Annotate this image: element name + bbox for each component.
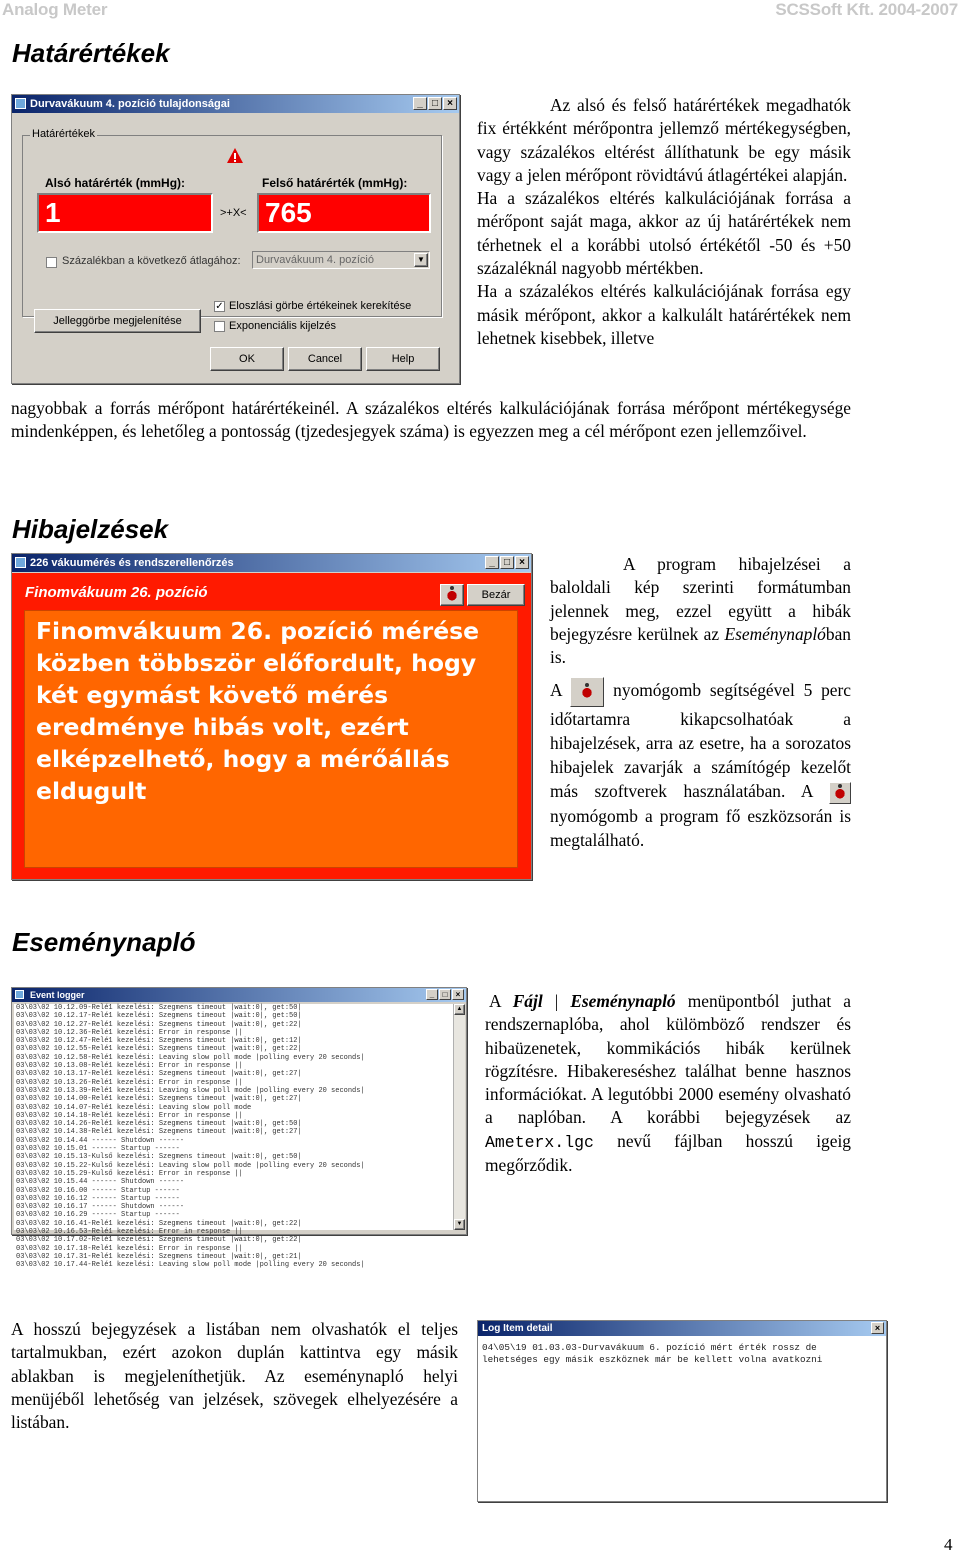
log-row[interactable]: 03\03\02 10.16.29 ------ Startup ------: [16, 1211, 180, 1220]
close-button[interactable]: ×: [871, 1322, 884, 1334]
menu-separator: |: [542, 991, 571, 1011]
section-title-limits: Határértékek: [12, 38, 170, 68]
warning-icon: [226, 147, 244, 164]
round-checkbox[interactable]: ✓: [215, 301, 224, 312]
log-row[interactable]: 03\03\02 10.14.38-Relé1 kezelési: Szegmens timeout |wait:0|, get:27|: [16, 1128, 302, 1137]
exp-checkbox[interactable]: [214, 321, 225, 332]
log-row[interactable]: 03\03\02 10.16.41-Relé1 kezelési: Szegmens timeout |wait:0|, get:22|: [16, 1219, 302, 1228]
percent-source-select[interactable]: [252, 251, 430, 269]
log-row[interactable]: 03\03\02 10.12.09-Relé1 kezelési: Szegmens timeout |wait:0|, get:50|: [16, 1004, 302, 1012]
section-title-event-log: Eseménynapló: [12, 927, 196, 957]
log-row[interactable]: 03\03\02 10.14.07-Relé1 kezelési: Leaving slow poll mode: [16, 1103, 252, 1112]
limits-text-block: [477, 94, 851, 350]
limits-paragraph-2: Ha a százalékos eltérés kalkulációjának forrása a mérőpont saját maga, akkor az új határértékek nem térhetnek el a korábbi utolsó értékétől -50 és +50 százaléknál nagyobb mértékben.: [477, 188, 851, 279]
alarms-paragraph-2-a: A: [550, 680, 562, 701]
alarm-message-text: Finomvákuum 26. pozíció mérése közben többször előfordult, hogy két egymást követő mérés eredménye hibás volt, ezért elképzelhető, hogy a mérőállás eldugult: [36, 617, 480, 805]
log-detail-line-2: lehetséges egy másik eszköznek már be kellett volna avatkozni: [482, 1354, 823, 1365]
alarms-paragraph-1-start: A program hibajelzései a baloldali kép szerinti formátumban jelennek meg, ezzel együtt a hibák bejegyzésre kerülnek az: [550, 554, 851, 644]
log-file-name: Ameterx.lgc: [485, 1132, 594, 1152]
percent-source-value: Durvavákuum 4. pozíció: [256, 254, 374, 266]
maximize-button[interactable]: □: [428, 97, 442, 110]
close-button[interactable]: ×: [452, 989, 464, 1000]
log-row[interactable]: 03\03\02 10.12.55-Relé1 kezelési: Szegmens timeout |wait:0|, get:22|: [16, 1045, 302, 1054]
help-button[interactable]: Help: [366, 347, 440, 371]
event-log-scrollbar[interactable]: [453, 1004, 465, 1230]
log-detail-window: [477, 1320, 887, 1502]
close-button[interactable]: ×: [443, 97, 457, 110]
window-app-icon: [15, 98, 26, 109]
show-curve-button[interactable]: Jelleggörbe megjelenítése: [34, 309, 201, 333]
log-row[interactable]: 03\03\02 10.12.27-Relé1 kezelési: Szegmens timeout |wait:0|, get:22|: [16, 1020, 302, 1029]
event-log-paragraph: [485, 990, 851, 1177]
log-row[interactable]: 03\03\02 10.12.58-Relé1 kezelési: Leaving slow poll mode |polling every 20 seconds|: [16, 1053, 365, 1062]
event-log-paragraph-text: [485, 990, 851, 1177]
alarms-paragraph-2-c: használatában. A: [683, 781, 813, 802]
limits-paragraph-1: Az alsó és felső határértékek megadhatók fix értékként mérőpontra jellemző mértékegységben, vagy százalékos eltérést állíthatunk be egy másik vagy a jelen mérőpont rövidtávú átlagértékei alapján.: [477, 95, 851, 185]
log-row[interactable]: 03\03\02 10.13.17-Relé1 kezelési: Szegmens timeout |wait:0|, get:27|: [16, 1070, 302, 1079]
alarm-position-title: Finomvákuum 26. pozíció: [25, 584, 208, 601]
header-left-title: Analog Meter: [2, 0, 108, 19]
event-log-para-c: nevű fájlban hosszú igeig megőrződik.: [485, 1130, 851, 1176]
lower-limit-input[interactable]: 1: [37, 193, 213, 233]
event-log-list[interactable]: [14, 1004, 453, 1270]
upper-limit-label: Felső határérték (mmHg):: [262, 176, 408, 190]
log-row[interactable]: 03\03\02 10.15.01 ------ Startup ------: [16, 1145, 180, 1154]
scroll-up-arrow[interactable]: ▲: [454, 1004, 465, 1015]
bug-icon: [580, 685, 594, 699]
window-app-icon: [15, 557, 26, 568]
alarm-window-title: 226 vákuumérés és rendszerellenőrzés: [30, 557, 234, 569]
exp-checkbox-label: Exponenciális kijelzés: [229, 320, 336, 332]
log-row[interactable]: 03\03\02 10.13.26-Relé1 kezelési: Error in response ||: [16, 1078, 243, 1087]
alarm-message-box: [24, 610, 518, 868]
close-button[interactable]: ×: [515, 556, 529, 569]
event-log-italic-term: Eseménynapló: [724, 623, 826, 644]
minimize-button[interactable]: _: [426, 989, 438, 1000]
alarm-panel: [12, 573, 531, 879]
alarm-window: [11, 553, 532, 880]
scroll-down-arrow[interactable]: ▼: [454, 1219, 465, 1230]
event-log-para-b: menüpontból juthat a rendszernaplóba, ahol külömböző rendszer és hibaüzenetek, kommikációs hibák kerülnek rögzítésre. Hibakereséshez találhat benne hasznos információkat. A legutóbbi 2000 esemény olvasható a naplóban. A korábbi bejegyzések az: [485, 991, 851, 1128]
log-row[interactable]: 03\03\02 10.16.17 ------ Shutdown ------: [16, 1203, 185, 1212]
mute-button-icon: [570, 677, 604, 707]
round-checkbox-label: Eloszlási görbe értékeinek kerekítése: [229, 300, 412, 312]
limits-dialog-window: [11, 94, 460, 384]
log-row[interactable]: 03\03\02 10.14.44 ------ Shutdown ------: [16, 1136, 185, 1145]
cancel-button[interactable]: Cancel: [288, 347, 362, 371]
maximize-button[interactable]: □: [500, 556, 514, 569]
page-number: 4: [944, 1535, 953, 1554]
bug-icon: [445, 588, 459, 602]
limits-group-label: Határértékek: [32, 128, 95, 140]
ok-button[interactable]: OK: [210, 347, 284, 371]
log-row[interactable]: 03\03\02 10.14.26-Relé1 kezelési: Szegmens timeout |wait:0|, get:50|: [16, 1120, 302, 1129]
log-row[interactable]: 03\03\02 10.15.29-Kulső kezelési: Error in response ||: [16, 1169, 243, 1178]
log-row[interactable]: 03\03\02 10.14.00-Relé1 kezelési: Szegmens timeout |wait:0|, get:27|: [16, 1095, 302, 1104]
event-logger-title: Event logger: [30, 990, 85, 1000]
percent-arrow-label: >+X<: [220, 207, 247, 219]
menu-file: Fájl: [512, 991, 543, 1011]
alarms-paragraph-2-b: nyomógomb segítségével 5 perc időtartamra kikapcsolhatóak a hibajelzések, arra az esetre, ha a sorozatos hibajelek zavarják a számítógép kezelőt más szoftverek: [550, 680, 852, 802]
alarms-text-block: [550, 553, 851, 852]
limits-dialog-titlebar[interactable]: [12, 95, 459, 113]
log-row[interactable]: 03\03\02 10.17.18-Relé1 kezelési: Error in response ||: [16, 1244, 243, 1253]
log-row[interactable]: 03\03\02 10.14.18-Relé1 kezelési: Error in response ||: [16, 1111, 243, 1120]
alarms-paragraph-1: [550, 553, 851, 669]
alarms-paragraph-1-end: ban is.: [550, 623, 851, 668]
event-logger-window: [11, 987, 467, 1270]
limits-paragraph-3a: Ha a százalékos eltérés kalkulációjának forrása egy másik mérőpont, akkor a kalkulált határértékek nem lehetnek kisebbek, illetve: [477, 281, 851, 348]
alarms-paragraph-2: [550, 677, 851, 852]
limits-paragraph-3b: nagyobbak a forrás mérőpont határértékeinél. A százalékos eltérés kalkulációjának forrása mérőpont mértékegysége mindenképpen, és lehetőleg a pontosság (tjzedesjegyek száma) is egyezzen meg a cél mérőpont ezen jellemzőivel.: [11, 398, 851, 442]
menu-event-log: Eseménynapló: [570, 991, 676, 1011]
lower-limit-label: Alsó határérték (mmHg):: [45, 176, 186, 190]
log-row[interactable]: 03\03\02 10.12.36-Relé1 kezelési: Error in response ||: [16, 1028, 243, 1037]
alarms-paragraph-2-d: nyomógomb a program fő eszközsorán is megtalálható.: [550, 806, 851, 851]
log-detail-titlebar[interactable]: [478, 1321, 886, 1336]
log-detail-text[interactable]: [482, 1342, 822, 1366]
limits-dialog-title: Durvavákuum 4. pozíció tulajdonságai: [30, 98, 230, 110]
log-row[interactable]: 03\03\02 10.13.08-Relé1 kezelési: Error in response ||: [16, 1062, 243, 1071]
log-row[interactable]: 03\03\02 10.15.13-Kulső kezelési: Szegmens timeout |wait:0|, get:50|: [16, 1153, 302, 1162]
log-detail-line-1: 04\05\19 01.03.03-Durvavákuum 6. pozíció mért érték rossz de: [482, 1342, 817, 1353]
mute-alarm-button[interactable]: [440, 584, 464, 606]
window-app-icon: [15, 990, 24, 999]
percent-checkbox[interactable]: [46, 257, 57, 268]
minimize-button[interactable]: _: [413, 97, 427, 110]
log-row[interactable]: 03\03\02 10.16.00 ------ Startup ------: [16, 1186, 180, 1195]
alarm-close-button[interactable]: Bezár: [467, 584, 525, 606]
event-log-para-a: A: [489, 991, 513, 1011]
percent-checkbox-label: Százalékban a következő átlagához:: [62, 255, 241, 267]
section-title-alarms: Hibajelzések: [12, 514, 169, 544]
bug-icon: [833, 786, 847, 800]
log-row[interactable]: 03\03\02 10.15.44 ------ Shutdown ------: [16, 1178, 185, 1187]
log-row[interactable]: 03\03\02 10.16.53-Relé1 kezelési: Error in response ||: [16, 1228, 243, 1237]
log-row[interactable]: 03\03\02 10.16.12 ------ Startup ------: [16, 1194, 180, 1203]
toolbar-bug-icon: [829, 782, 851, 804]
event-logger-titlebar[interactable]: [12, 988, 466, 1002]
minimize-button[interactable]: _: [485, 556, 499, 569]
alarm-window-titlebar[interactable]: [12, 554, 531, 572]
log-row[interactable]: 03\03\02 10.12.47-Relé1 kezelési: Szegmens timeout |wait:0|, get:12|: [16, 1037, 302, 1046]
log-row[interactable]: 03\03\02 10.15.22-Kulső kezelési: Leaving slow poll mode |polling every 20 seconds|: [16, 1161, 365, 1170]
maximize-button[interactable]: □: [439, 989, 451, 1000]
chevron-down-icon[interactable]: ▼: [414, 253, 428, 267]
log-row[interactable]: 03\03\02 10.13.39-Relé1 kezelési: Leaving slow poll mode |polling every 20 seconds|: [16, 1086, 365, 1095]
header-right-copyright: SCSSoft Kft. 2004-2007: [775, 0, 958, 19]
detail-paragraph: A hosszú bejegyzések a listában nem olvashatók el teljes tartalmukban, ezért azokon duplán kattintva egy másik ablakban is megjeleníthetjük. Az eseménynapló helyi menüjéből lehetőség van jelzések, szövegek elhelyezésére a listában.: [11, 1319, 458, 1433]
log-row[interactable]: 03\03\02 10.17.02-Relé1 kezelési: Szegmens timeout |wait:0|, get:22|: [16, 1236, 302, 1245]
log-row[interactable]: 03\03\02 10.17.31-Relé1 kezelési: Szegmens timeout |wait:0|, get:21|: [16, 1252, 302, 1261]
upper-limit-input[interactable]: 765: [257, 193, 431, 233]
log-row[interactable]: 03\03\02 10.17.44-Relé1 kezelési: Leaving slow poll mode |polling every 20 seconds|: [16, 1261, 365, 1270]
log-detail-title: Log Item detail: [482, 1323, 553, 1334]
log-row[interactable]: 03\03\02 10.12.17-Relé1 kezelési: Szegmens timeout |wait:0|, get:50|: [16, 1012, 302, 1021]
